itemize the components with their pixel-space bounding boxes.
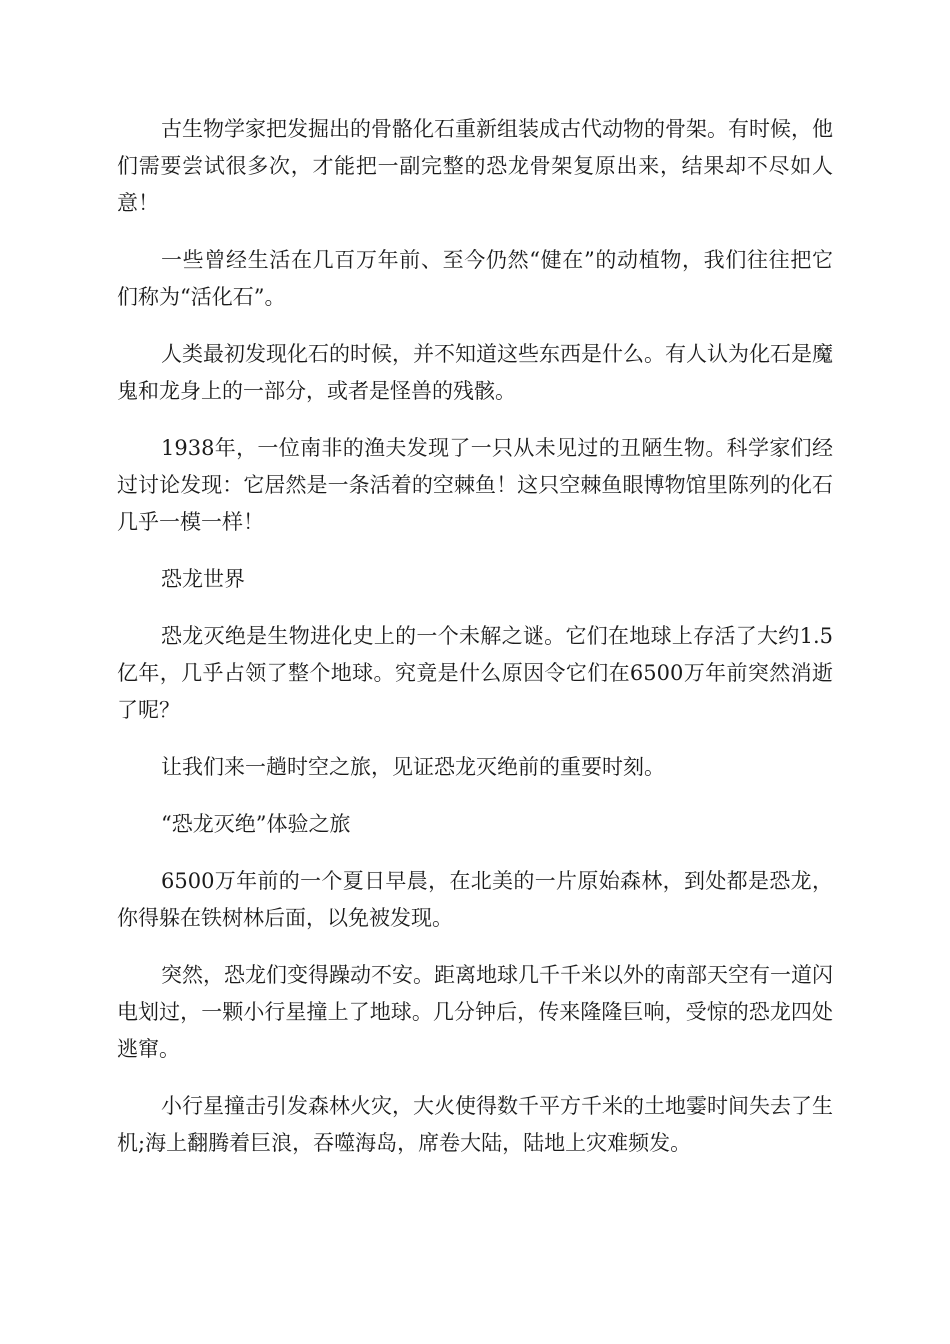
document-page xyxy=(117,111,833,1182)
paragraph-asteroid-impact: 突然，恐龙们变得躁动不安。距离地球几千千米以外的南部天空有一道闪电划过，一颗小行星撞上了地球。几分钟后，传来隆隆巨响，受惊的恐龙四处逃窜。 xyxy=(117,963,833,1061)
paragraph-early-fossil-discovery: 人类最初发现化石的时候，并不知道这些东西是什么。有人认为化石是魔鬼和龙身上的一部分，或者是怪兽的残骸。 xyxy=(117,342,833,403)
paragraph-coelacanth: 1938年，一位南非的渔夫发现了一只从未见过的丑陋生物。科学家们经过讨论发现：它居然是一条活着的空棘鱼！这只空棘鱼眼博物馆里陈列的化石几乎一模一样！ xyxy=(117,436,833,534)
paragraph-time-travel: 让我们来一趟时空之旅，见证恐龙灭绝前的重要时刻。 xyxy=(161,755,665,779)
section-heading-dinosaur-world: 恐龙世界 xyxy=(161,567,245,591)
paragraph-summer-morning: 6500万年前的一个夏日早晨，在北美的一片原始森林，到处都是恐龙，你得躲在铁树林后面，以免被发现。 xyxy=(117,869,833,930)
paragraph-fossil-reconstruction: 古生物学家把发掘出的骨骼化石重新组装成古代动物的骨架。有时候，他们需要尝试很多次，才能把一副完整的恐龙骨架复原出来，结果却不尽如人意！ xyxy=(117,117,833,215)
paragraph-living-fossils: 一些曾经生活在几百万年前、至今仍然“健在”的动植物，我们往往把它们称为“活化石”。 xyxy=(117,248,833,309)
section-heading-extinction-journey: “恐龙灭绝”体验之旅 xyxy=(161,812,351,836)
paragraph-aftermath: 小行星撞击引发森林火灾，大火使得数千平方千米的土地霎时间失去了生机;海上翻腾着巨浪，吞噬海岛，席卷大陆，陆地上灾难频发。 xyxy=(117,1094,833,1155)
paragraph-extinction-mystery: 恐龙灭绝是生物进化史上的一个未解之谜。它们在地球上存活了大约1.5亿年，几乎占领了整个地球。究竟是什么原因令它们在6500万年前突然消逝了呢？ xyxy=(117,624,833,722)
